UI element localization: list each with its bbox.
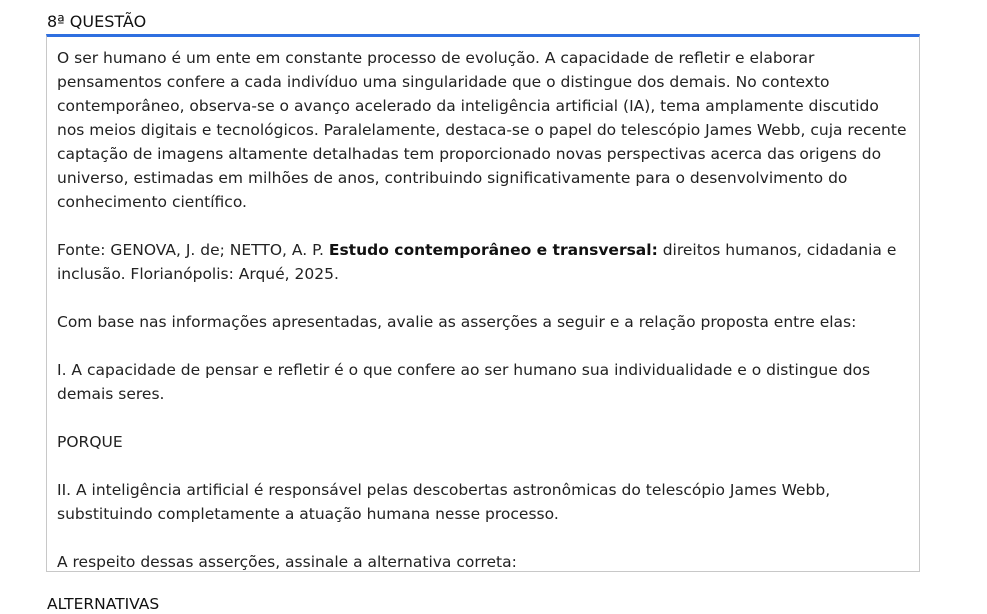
source-suffix: direitos humanos, cidadania e inclusão. Florianópolis: Arqué, 2025. xyxy=(57,241,897,283)
source-citation xyxy=(57,238,909,286)
alternatives-header: ALTERNATIVAS xyxy=(47,595,160,613)
question-header: 8ª QUESTÃO xyxy=(47,12,147,31)
paragraph-spacer xyxy=(57,454,909,478)
paragraph-spacer xyxy=(57,214,909,238)
paragraph-spacer xyxy=(57,406,909,430)
paragraph-spacer xyxy=(57,526,909,550)
paragraph-spacer xyxy=(57,286,909,310)
instruction-text: Com base nas informações apresentadas, avalie as asserções a seguir e a relação proposta entre elas: xyxy=(57,313,857,331)
source-prefix: Fonte: GENOVA, J. de; NETTO, A. P. xyxy=(57,241,329,259)
source-title: Estudo contemporâneo e transversal: xyxy=(328,241,658,259)
paragraph-spacer xyxy=(57,334,909,358)
context-paragraph: O ser humano é um ente em constante processo de evolução. A capacidade de refletir e elaborar pensamentos confere a cada indivíduo uma singularidade que o distingue dos demais. No contexto contemporâneo, observa-se o avanço acelerado da inteligência artificial (IA), tema amplamente discutido nos meios digitais e tecnológicos. Paralelamente, destaca-se o papel do telescópio James Webb, cuja recente captação de imagens altamente detalhadas tem proporcionado novas perspectivas acerca das origens do universo, estimadas em milhões de anos, contribuindo significativamente para o desenvolvimento do conhecimento científico. xyxy=(57,49,907,211)
connector-text: PORQUE xyxy=(57,433,123,451)
question-prompt: A respeito dessas asserções, assinale a alternativa correta: xyxy=(57,553,517,571)
assertion-two: II. A inteligência artificial é responsável pelas descobertas astronômicas do telescópio James Webb, substituindo completamente a atuação humana nesse processo. xyxy=(57,481,831,523)
assertion-one: I. A capacidade de pensar e refletir é o que confere ao ser humano sua individualidade e o distingue dos demais seres. xyxy=(57,361,871,403)
question-statement-box xyxy=(46,34,920,572)
